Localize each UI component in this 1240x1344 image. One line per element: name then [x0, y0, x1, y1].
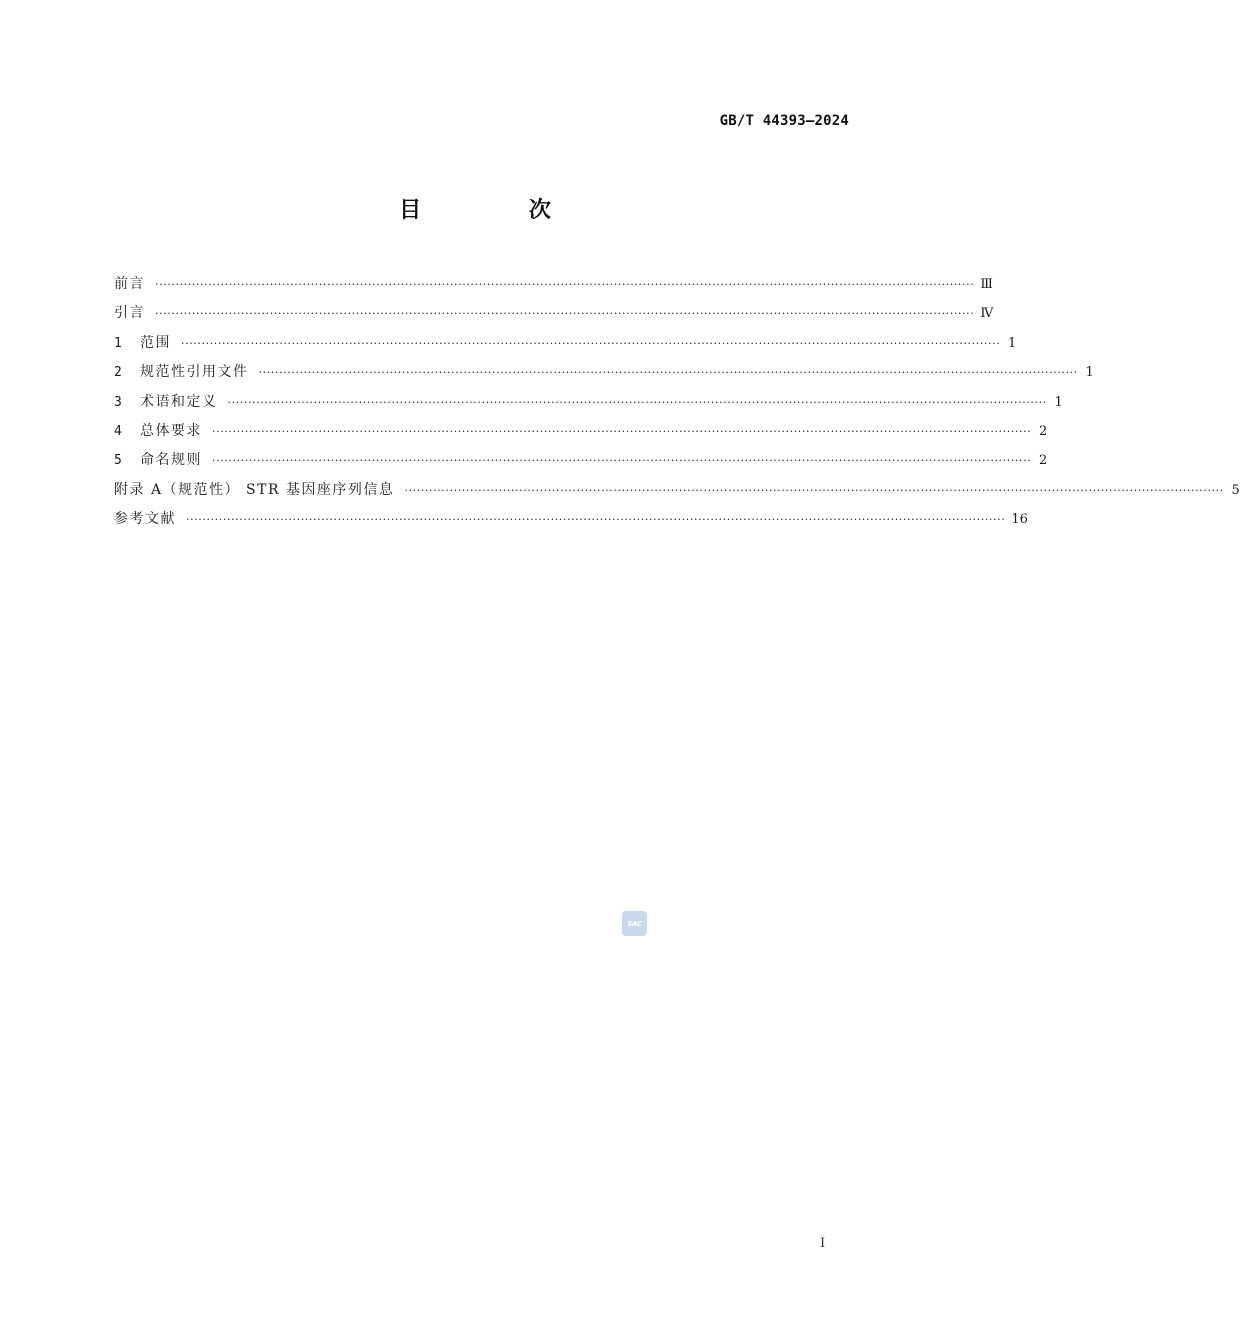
table-of-contents: [114, 270, 1240, 535]
toc-leader-dots: ········································································································································································································: [155, 278, 975, 291]
sac-logo-watermark-icon: [622, 911, 647, 936]
toc-entry-page: Ⅲ: [980, 277, 993, 292]
toc-entry-label: 前言: [114, 276, 145, 292]
sac-logo-text: SAC: [627, 919, 642, 928]
toc-entry-label: 附录 A（规范性） STR 基因座序列信息: [114, 481, 395, 498]
toc-entry-terms-definitions[interactable]: [114, 388, 1063, 417]
toc-entry-page: 2: [1039, 423, 1048, 439]
toc-leader-dots: ········································································································································································································: [212, 424, 1032, 438]
toc-leader-dots: ········································································································································································································: [404, 483, 1224, 497]
toc-entry-number: 5: [114, 453, 122, 469]
toc-leader-dots: ········································································································································································································: [258, 366, 1078, 380]
toc-entry-normative-references[interactable]: [114, 358, 1094, 387]
standard-number: GB/T 44393—2024: [719, 113, 849, 129]
toc-entry-number: 3: [114, 394, 122, 410]
toc-entry-label: 规范性引用文件: [140, 364, 249, 381]
toc-entry-page: 16: [1011, 512, 1028, 528]
toc-entry-foreword[interactable]: [114, 270, 993, 299]
toc-entry-page: 1: [1085, 365, 1094, 381]
toc-entry-introduction[interactable]: [114, 299, 994, 328]
toc-leader-dots: ········································································································································································································: [212, 454, 1032, 468]
toc-leader-dots: ········································································································································································································: [155, 307, 975, 321]
toc-entry-naming-rules[interactable]: [114, 446, 1048, 475]
toc-entry-label: 范围: [140, 334, 171, 351]
toc-title: 目 次: [399, 198, 601, 223]
toc-entry-page: 5: [1231, 482, 1240, 498]
toc-entry-label: 术语和定义: [140, 393, 218, 410]
toc-leader-dots: ········································································································································································································: [227, 395, 1047, 409]
toc-entry-label: 参考文献: [114, 511, 176, 528]
toc-entry-number: 2: [114, 365, 122, 381]
toc-entry-general-requirements[interactable]: [114, 417, 1048, 446]
toc-entry-label: 引言: [114, 305, 145, 322]
toc-leader-dots: ········································································································································································································: [181, 336, 1001, 350]
toc-entry-bibliography[interactable]: [114, 505, 1028, 534]
toc-entry-scope[interactable]: [114, 329, 1017, 358]
toc-entry-number: 4: [114, 423, 122, 439]
toc-entry-number: 1: [114, 335, 122, 351]
toc-entry-page: 1: [1054, 394, 1063, 410]
toc-entry-page: 2: [1039, 453, 1048, 469]
toc-entry-label: 命名规则: [140, 452, 202, 469]
page-number: I: [820, 1236, 826, 1251]
toc-entry-page: 1: [1008, 335, 1017, 351]
toc-entry-page: Ⅳ: [980, 306, 994, 322]
toc-entry-label: 总体要求: [140, 422, 202, 439]
toc-leader-dots: ········································································································································································································: [186, 513, 1006, 527]
toc-entry-annex-a[interactable]: [114, 476, 1240, 505]
